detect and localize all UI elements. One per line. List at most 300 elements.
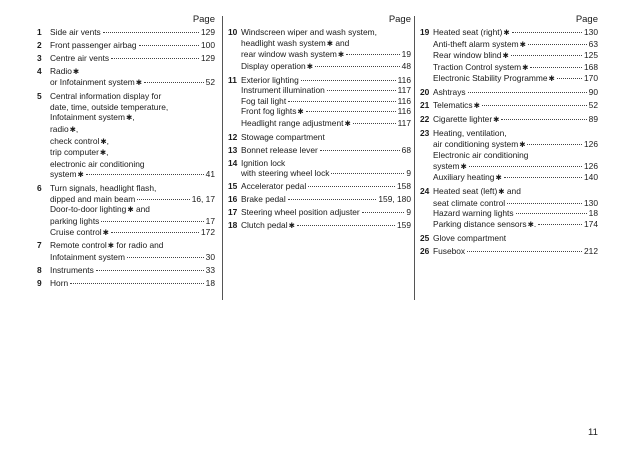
entry-line <box>433 62 598 74</box>
entry-page-ref: 158 <box>397 181 411 192</box>
entry-number: 12 <box>228 131 238 142</box>
entry-label: Central information display for <box>50 91 162 102</box>
entry-line <box>50 227 215 239</box>
entry-label: seat climate control <box>433 197 506 208</box>
entry-label: Electronic air conditioning <box>433 150 529 161</box>
entry-line <box>433 50 598 62</box>
entry-text <box>433 27 510 39</box>
optional-equipment-icon: ✱ <box>503 28 510 37</box>
entry-text <box>50 112 135 124</box>
entry-page-ref: 125 <box>584 50 598 61</box>
entry-label: date, time, outside temperature, <box>50 101 169 112</box>
entry-number: 20 <box>420 87 430 98</box>
dot-leader <box>511 55 582 56</box>
entry-label: or Infotainment system <box>50 77 135 88</box>
entry-suffix: , <box>106 135 109 146</box>
dot-leader <box>530 67 582 68</box>
optional-equipment-icon: ✱ <box>519 39 526 49</box>
dot-leader <box>315 66 400 67</box>
toc-entry <box>228 145 411 156</box>
dot-leader <box>501 119 586 120</box>
optional-equipment-icon: ✱ <box>548 74 555 84</box>
entry-label: Exterior lighting <box>241 74 299 85</box>
dot-leader <box>504 177 582 178</box>
entry-page-ref: 116 <box>397 95 411 106</box>
entry-number: 26 <box>420 245 430 256</box>
dot-leader <box>467 251 582 252</box>
dot-leader <box>468 92 587 93</box>
dot-leader <box>362 212 405 213</box>
entry-page-ref: 18 <box>588 208 598 219</box>
entry-line <box>433 233 598 244</box>
column-divider <box>414 16 415 300</box>
entry-text <box>241 38 349 50</box>
entry-label: Cruise control <box>50 226 102 237</box>
dot-leader <box>469 166 582 167</box>
toc-list <box>37 27 215 291</box>
entry-label: Hazard warning lights <box>433 208 514 219</box>
entry-text <box>433 161 467 173</box>
entry-text <box>50 124 78 136</box>
entry-text <box>241 207 360 218</box>
entry-lines <box>50 53 215 64</box>
entry-lines <box>241 27 411 72</box>
entry-page-ref: 126 <box>584 138 598 149</box>
entry-line <box>241 75 411 86</box>
entry-label: Heating, ventilation, <box>433 127 507 138</box>
entry-label: Bonnet release lever <box>241 144 318 155</box>
entry-page-ref: 117 <box>397 85 411 96</box>
entry-label: Stowage compartment <box>241 131 325 142</box>
entry-text <box>433 172 502 184</box>
entry-line <box>50 147 215 159</box>
toc-entry <box>420 114 598 126</box>
entry-text <box>433 100 480 112</box>
entry-number: 24 <box>420 186 430 197</box>
toc-entry <box>420 246 598 257</box>
entry-page-ref: 159, 180 <box>378 194 411 205</box>
toc-entry <box>228 194 411 205</box>
dot-leader <box>482 105 587 106</box>
entry-line <box>241 220 411 232</box>
entry-line <box>241 207 411 218</box>
entry-lines <box>433 233 598 244</box>
toc-entry <box>228 75 411 130</box>
entry-page-ref: 129 <box>201 52 215 63</box>
toc-entry <box>37 240 215 262</box>
dot-leader <box>306 111 396 112</box>
entry-text <box>50 216 99 227</box>
entry-page-ref: 18 <box>205 277 215 288</box>
optional-equipment-icon: ✱ <box>107 241 115 251</box>
optional-equipment-icon: ✱ <box>527 219 534 229</box>
toc-list <box>420 27 598 259</box>
optional-equipment-icon: ✱ <box>69 124 76 134</box>
entry-suffix: , <box>75 123 79 134</box>
entry-label: Radio <box>50 65 72 76</box>
entry-text <box>241 158 285 169</box>
entry-line <box>50 112 215 124</box>
dot-leader <box>288 101 395 102</box>
entry-line <box>433 100 598 112</box>
entry-text <box>50 252 125 263</box>
entry-page-ref: 170 <box>584 73 598 84</box>
entry-label: Headlight range adjustment <box>241 118 344 129</box>
entry-suffix: , <box>106 147 109 158</box>
entry-label: Front fog lights <box>241 106 297 117</box>
entry-line <box>50 27 215 38</box>
entry-number: 10 <box>228 27 238 37</box>
dot-leader <box>127 257 204 258</box>
toc-entry <box>420 27 598 85</box>
entry-label: radio <box>50 123 69 134</box>
entry-text <box>50 159 145 170</box>
entry-page-ref: 52 <box>205 77 215 88</box>
dot-leader <box>538 224 582 225</box>
entry-number: 5 <box>37 91 42 102</box>
entry-text <box>433 87 466 98</box>
optional-equipment-icon: ✱ <box>288 220 295 230</box>
entry-label: air conditioning system <box>433 138 519 149</box>
entry-label: Cigarette lighter <box>433 114 493 125</box>
dot-leader <box>557 78 582 79</box>
dot-leader <box>346 54 399 55</box>
entry-line <box>433 172 598 184</box>
entry-page-ref: 140 <box>584 172 598 183</box>
dot-leader <box>288 199 377 200</box>
page-column-header: Page <box>575 14 598 25</box>
entry-number: 14 <box>228 157 238 168</box>
dot-leader <box>111 58 199 59</box>
optional-equipment-icon: ✱ <box>100 136 107 146</box>
toc-entry <box>37 27 215 38</box>
dot-leader <box>144 82 204 83</box>
entry-text <box>50 183 156 194</box>
entry-text <box>50 240 163 252</box>
entry-label: dipped and main beam <box>50 193 136 204</box>
entry-line <box>241 106 411 118</box>
dot-leader <box>512 32 582 33</box>
entry-label: Ashtrays <box>433 87 466 98</box>
entry-text <box>433 186 521 198</box>
toc-entry <box>228 27 411 72</box>
entry-text <box>50 265 94 276</box>
entry-lines <box>50 265 215 276</box>
entry-page-ref: 89 <box>588 114 598 125</box>
entry-page-ref: 130 <box>584 197 598 208</box>
toc-entry <box>420 128 598 184</box>
entry-line <box>50 124 215 136</box>
toc-entry <box>420 100 598 112</box>
entry-text <box>50 27 101 38</box>
optional-equipment-icon: ✱ <box>344 119 351 129</box>
optional-equipment-icon: ✱ <box>495 173 502 183</box>
dot-leader <box>327 90 396 91</box>
entry-text <box>50 40 137 51</box>
entry-label: Windscreen wiper and wash system, <box>241 27 377 37</box>
entry-line <box>433 73 598 85</box>
entry-label: Remote control <box>50 240 107 251</box>
entry-line <box>50 240 215 252</box>
entry-lines <box>50 91 215 181</box>
entry-line <box>241 49 411 61</box>
entry-text <box>50 194 135 205</box>
entry-label: Auxiliary heating <box>433 172 495 183</box>
dot-leader <box>320 150 400 151</box>
toc-list <box>228 27 411 234</box>
entry-text <box>50 169 84 181</box>
entry-label: Brake pedal <box>241 194 286 205</box>
entry-label: Heated seat (left) <box>433 186 498 197</box>
optional-equipment-icon: ✱ <box>522 62 529 72</box>
entry-page-ref: 90 <box>588 87 598 98</box>
entry-text <box>241 96 286 107</box>
entry-label: Electronic Stability Programme <box>433 73 548 84</box>
entry-line <box>241 96 411 107</box>
entry-label: Ignition lock <box>241 157 286 168</box>
entry-line <box>433 87 598 98</box>
entry-text <box>50 278 68 289</box>
entry-label: Fog tail light <box>241 95 287 106</box>
entry-label: Infotainment system <box>50 252 125 263</box>
entry-number: 15 <box>228 181 238 192</box>
entry-number: 8 <box>37 264 42 275</box>
toc-entry <box>228 181 411 192</box>
entry-label: system <box>433 160 460 171</box>
toc-entry <box>420 186 598 230</box>
dot-leader <box>86 174 204 175</box>
entry-line <box>50 169 215 181</box>
entry-suffix: and <box>133 204 150 215</box>
toc-entry <box>37 278 215 289</box>
entry-page-ref: 63 <box>588 38 598 49</box>
entry-line <box>241 61 411 73</box>
optional-equipment-icon: ✱ <box>502 51 509 61</box>
entry-line <box>433 139 598 151</box>
toc-entry <box>420 87 598 98</box>
entry-line <box>433 198 598 209</box>
entry-text <box>433 150 528 161</box>
entry-page-ref: 48 <box>401 60 411 71</box>
entry-line <box>241 132 411 143</box>
entry-text <box>50 91 161 102</box>
entry-lines <box>241 194 411 205</box>
toc-entry <box>37 91 215 181</box>
page-column-header: Page <box>192 14 215 25</box>
entry-page-ref: 52 <box>588 100 598 111</box>
entry-line <box>50 159 215 170</box>
entry-lines <box>433 246 598 257</box>
entry-line <box>433 219 598 231</box>
entry-page-ref: 30 <box>205 252 215 263</box>
entry-text <box>433 219 536 231</box>
entry-page-ref: 116 <box>397 74 411 85</box>
entry-text <box>50 66 79 78</box>
entry-label: Traction Control system <box>433 61 522 72</box>
entry-text <box>433 246 465 257</box>
dot-leader <box>111 232 199 233</box>
entry-label: Clutch pedal <box>241 219 288 230</box>
entry-lines <box>241 181 411 192</box>
dot-leader <box>527 144 582 145</box>
toc-entry <box>228 207 411 218</box>
optional-equipment-icon: ✱ <box>127 205 134 215</box>
entry-lines <box>433 114 598 126</box>
entry-line <box>50 204 215 216</box>
dot-leader <box>137 199 189 200</box>
entry-lines <box>50 27 215 38</box>
entry-lines <box>241 132 411 143</box>
entry-number: 7 <box>37 240 42 251</box>
entry-line <box>241 85 411 96</box>
entry-line <box>50 183 215 194</box>
entry-line <box>433 27 598 39</box>
optional-equipment-icon: ✱ <box>337 50 345 60</box>
toc-entry <box>37 40 215 51</box>
entry-page-ref: 33 <box>205 264 215 275</box>
optional-equipment-icon: ✱ <box>72 66 80 76</box>
entry-line <box>433 39 598 51</box>
entry-page-ref: 17 <box>205 215 215 226</box>
entry-text <box>241 61 313 73</box>
entry-suffix: and <box>333 37 350 48</box>
entry-label: Infotainment system <box>50 112 125 123</box>
entry-label: Parking distance sensors <box>433 218 527 229</box>
entry-line <box>50 91 215 102</box>
entry-text <box>433 208 514 219</box>
optional-equipment-icon: ✱ <box>326 38 334 48</box>
entry-label: Front passenger airbag <box>50 39 137 50</box>
entry-page-ref: 130 <box>584 27 598 37</box>
entry-line <box>433 161 598 173</box>
page-number: 11 <box>588 427 598 438</box>
dot-leader <box>331 173 404 174</box>
entry-page-ref: 41 <box>205 169 215 180</box>
toc-entry <box>228 220 411 232</box>
entry-page-ref: 129 <box>201 27 215 37</box>
entry-number: 16 <box>228 194 238 205</box>
entry-label: parking lights <box>50 215 100 226</box>
entry-label: Heated seat (right) <box>433 27 503 37</box>
entry-text <box>433 233 506 244</box>
entry-line <box>50 278 215 289</box>
entry-text <box>241 145 318 156</box>
toc-entry <box>228 158 411 179</box>
entry-line <box>241 158 411 169</box>
entry-number: 22 <box>420 114 430 125</box>
dot-leader <box>297 225 395 226</box>
dot-leader <box>308 186 395 187</box>
entry-page-ref: 116 <box>397 106 411 117</box>
entry-text <box>50 102 168 113</box>
entry-line <box>433 208 598 219</box>
entry-text <box>241 194 286 205</box>
entry-text <box>433 128 507 139</box>
optional-equipment-icon: ✱ <box>493 115 500 125</box>
entry-text <box>433 62 528 74</box>
entry-label: Rear window blind <box>433 50 502 61</box>
entry-line <box>50 265 215 276</box>
optional-equipment-icon: ✱ <box>99 148 107 158</box>
optional-equipment-icon: ✱ <box>306 61 314 71</box>
entry-label: Fusebox <box>433 245 466 256</box>
entry-line <box>433 246 598 257</box>
entry-text <box>241 168 329 179</box>
entry-number: 1 <box>37 27 42 37</box>
entry-label: Telematics <box>433 100 473 111</box>
entry-lines <box>50 240 215 262</box>
optional-equipment-icon: ✱ <box>519 139 526 149</box>
entry-lines <box>433 27 598 85</box>
dot-leader <box>507 203 582 204</box>
entry-lines <box>50 40 215 51</box>
entry-label: Door-to-door lighting <box>50 204 127 215</box>
entry-label: Centre air vents <box>50 52 110 63</box>
entry-page-ref: 159 <box>397 219 411 230</box>
entry-line <box>241 181 411 192</box>
entry-text <box>241 106 304 118</box>
entry-label: headlight wash system <box>241 37 326 48</box>
entry-text <box>241 220 295 232</box>
entry-number: 13 <box>228 144 238 155</box>
optional-equipment-icon: ✱ <box>77 170 84 180</box>
entry-text <box>50 136 109 148</box>
entry-line <box>433 150 598 161</box>
entry-lines <box>50 183 215 238</box>
optional-equipment-icon: ✱ <box>135 78 143 88</box>
entry-page-ref: 19 <box>401 49 411 60</box>
entry-label: Anti-theft alarm system <box>433 38 519 49</box>
entry-label: Steering wheel position adjuster <box>241 206 360 217</box>
optional-equipment-icon: ✱ <box>498 187 505 197</box>
entry-lines <box>241 145 411 156</box>
entry-suffix: for radio and <box>114 240 164 251</box>
entry-text <box>50 77 142 89</box>
entry-number: 25 <box>420 232 430 243</box>
entry-page-ref: 174 <box>584 218 598 229</box>
entry-line <box>50 66 215 78</box>
entry-label: Side air vents <box>50 27 101 37</box>
entry-label: trip computer <box>50 147 99 158</box>
dot-leader <box>301 80 396 81</box>
entry-label: Instruments <box>50 264 94 275</box>
entry-number: 23 <box>420 127 430 138</box>
entry-line <box>433 128 598 139</box>
entry-label: system <box>50 169 77 180</box>
entry-number: 2 <box>37 39 42 50</box>
entry-label: with steering wheel lock <box>241 168 330 179</box>
entry-line <box>241 118 411 130</box>
entry-lines <box>241 158 411 179</box>
column-divider <box>222 16 223 300</box>
dot-leader <box>353 123 396 124</box>
dot-leader <box>528 44 587 45</box>
dot-leader <box>70 283 204 284</box>
entry-text <box>50 147 109 159</box>
entry-page-ref: 68 <box>401 144 411 155</box>
entry-label: Accelerator pedal <box>241 181 307 192</box>
dot-leader <box>516 213 587 214</box>
entry-lines <box>241 75 411 130</box>
entry-line <box>241 145 411 156</box>
entry-line <box>50 216 215 227</box>
entry-page-ref: 9 <box>406 206 411 217</box>
entry-page-ref: 9 <box>406 168 411 179</box>
entry-label: Turn signals, headlight flash, <box>50 183 157 194</box>
entry-number: 21 <box>420 100 430 111</box>
entry-suffix: and <box>504 186 521 197</box>
entry-text <box>241 49 344 61</box>
